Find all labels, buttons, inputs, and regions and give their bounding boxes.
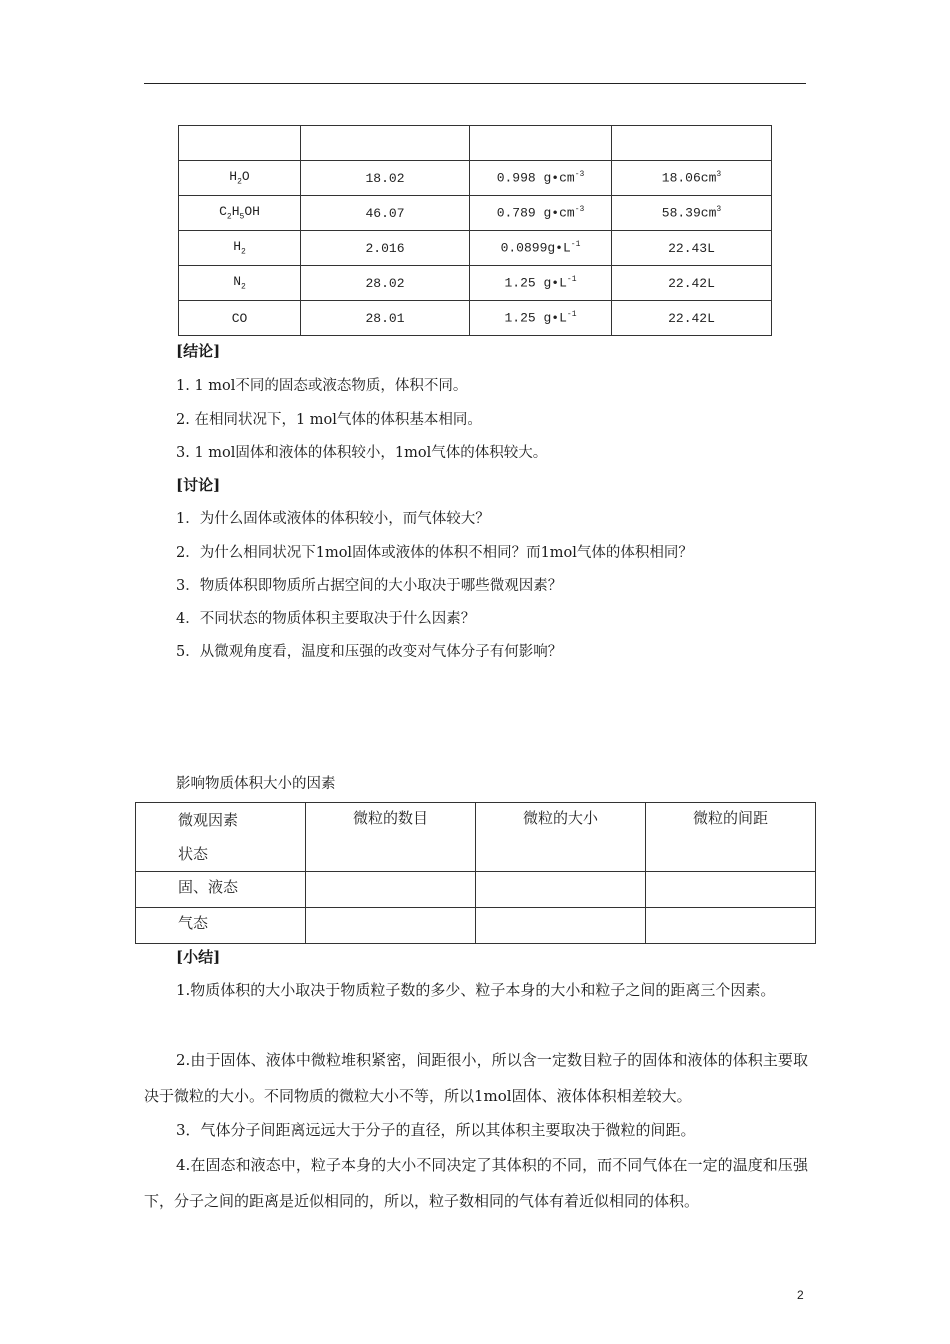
table-row: [179, 126, 772, 161]
table-cell-density: 0.789 $g•cm^{-3}$: [470, 196, 612, 231]
table-cell-molar-mass: 28.01: [301, 301, 470, 336]
column-header: 微粒的大小: [476, 803, 646, 872]
table-cell-volume: $18.06cm^3$: [612, 161, 772, 196]
table-cell: [646, 872, 816, 908]
table-cell-molar-mass: [301, 126, 470, 161]
table-cell: [306, 872, 476, 908]
header-rule: [144, 83, 806, 84]
table-row: [179, 266, 772, 301]
table-row: [179, 231, 772, 266]
conclusion-item: 3. 1 mol固体和液体的体积较小，1mol气体的体积较大。: [176, 445, 548, 461]
table-cell: [476, 908, 646, 944]
factors-table-title: 影响物质体积大小的因素: [176, 776, 336, 792]
column-header: 微粒的间距: [646, 803, 816, 872]
factors-row-solid-liquid: [136, 872, 816, 908]
discussion-item: 1．为什么固体或液体的体积较小，而气体较大？: [176, 511, 490, 527]
table-cell: [476, 872, 646, 908]
table-cell-molar-mass: 18.02: [301, 161, 470, 196]
corner-bottom: 状态: [178, 845, 209, 863]
table-cell-substance: $N_2$: [179, 266, 301, 301]
factors-row-gas: [136, 908, 816, 944]
table-cell-density: [470, 126, 612, 161]
summary-paragraph: 3．气体分子间距离远远大于分子的直径，所以其体积主要取决于微粒的间距。: [176, 1121, 696, 1139]
table-cell-substance: $C_2H_5OH$: [179, 196, 301, 231]
table-cell-volume: 22.42L: [612, 266, 772, 301]
discussion-item: 4．不同状态的物质体积主要取决于什么因素？: [176, 611, 476, 627]
table-cell-substance: $H_2$: [179, 231, 301, 266]
table-row: [179, 301, 772, 336]
table-cell-molar-mass: 28.02: [301, 266, 470, 301]
table-row: [179, 161, 772, 196]
table-cell-volume: 22.43L: [612, 231, 772, 266]
summary-paragraph: 1.物质体积的大小取决于物质粒子数的多少、粒子本身的大小和粒子之间的距离三个因素。: [176, 981, 776, 999]
table-cell-volume: [612, 126, 772, 161]
table-cell-density: 1.25 $g•L^{-1}$: [470, 301, 612, 336]
table-cell-substance: CO: [179, 301, 301, 336]
factors-header-row: [136, 803, 816, 872]
table-cell-molar-mass: 46.07: [301, 196, 470, 231]
table-cell-density: 1.25 $g•L^{-1}$: [470, 266, 612, 301]
discussion-heading: [讨论]: [176, 476, 221, 494]
corner-cell: [136, 803, 306, 872]
conclusion-heading: [结论]: [176, 342, 221, 360]
table-cell-volume: 22.42L: [612, 301, 772, 336]
conclusion-item: 1. 1 mol不同的固态或液态物质，体积不同。: [176, 378, 468, 394]
table-cell: [646, 908, 816, 944]
table-cell-substance: $H_2O$: [179, 161, 301, 196]
table-cell-substance: [179, 126, 301, 161]
discussion-item: 5．从微观角度看，温度和压强的改变对气体分子有何影响？: [176, 644, 563, 660]
row-label: 固、液态: [136, 872, 306, 908]
molar-volume-table: [178, 125, 772, 336]
discussion-item: 2．为什么相同状况下1mol固体或液体的体积不相同？而1mol气体的体积相同？: [176, 545, 693, 561]
table-row: [179, 196, 772, 231]
table-cell-density: 0.998 $g•cm^{-3}$: [470, 161, 612, 196]
conclusion-item: 2. 在相同状况下，1 mol气体的体积基本相同。: [176, 412, 482, 428]
summary-paragraph: 2.由于固体、液体中微粒堆积紧密，间距很小，所以含一定数目粒子的固体和液体的体积主要取决于微粒的大小。不同物质的微粒大小不等，所以1mol固体、液体体积相差较大。: [144, 1051, 808, 1105]
summary-heading: [小结]: [176, 948, 221, 966]
table-cell-volume: $58.39cm^3$: [612, 196, 772, 231]
discussion-item: 3．物质体积即物质所占据空间的大小取决于哪些微观因素？: [176, 578, 563, 594]
corner-top: 微观因素: [178, 811, 239, 829]
factors-table: [135, 802, 816, 944]
column-header: 微粒的数目: [306, 803, 476, 872]
table-cell: [306, 908, 476, 944]
table-cell-density: $0.0899g•L^{-1}$: [470, 231, 612, 266]
summary-paragraph: 4.在固态和液态中，粒子本身的大小不同决定了其体积的不同，而不同气体在一定的温度和压强下，分子之间的距离是近似相同的，所以，粒子数相同的气体有着近似相同的体积。: [144, 1156, 808, 1210]
row-label: 气态: [136, 908, 306, 944]
table-cell-molar-mass: 2.016: [301, 231, 470, 266]
page-number: 2: [797, 1288, 804, 1302]
